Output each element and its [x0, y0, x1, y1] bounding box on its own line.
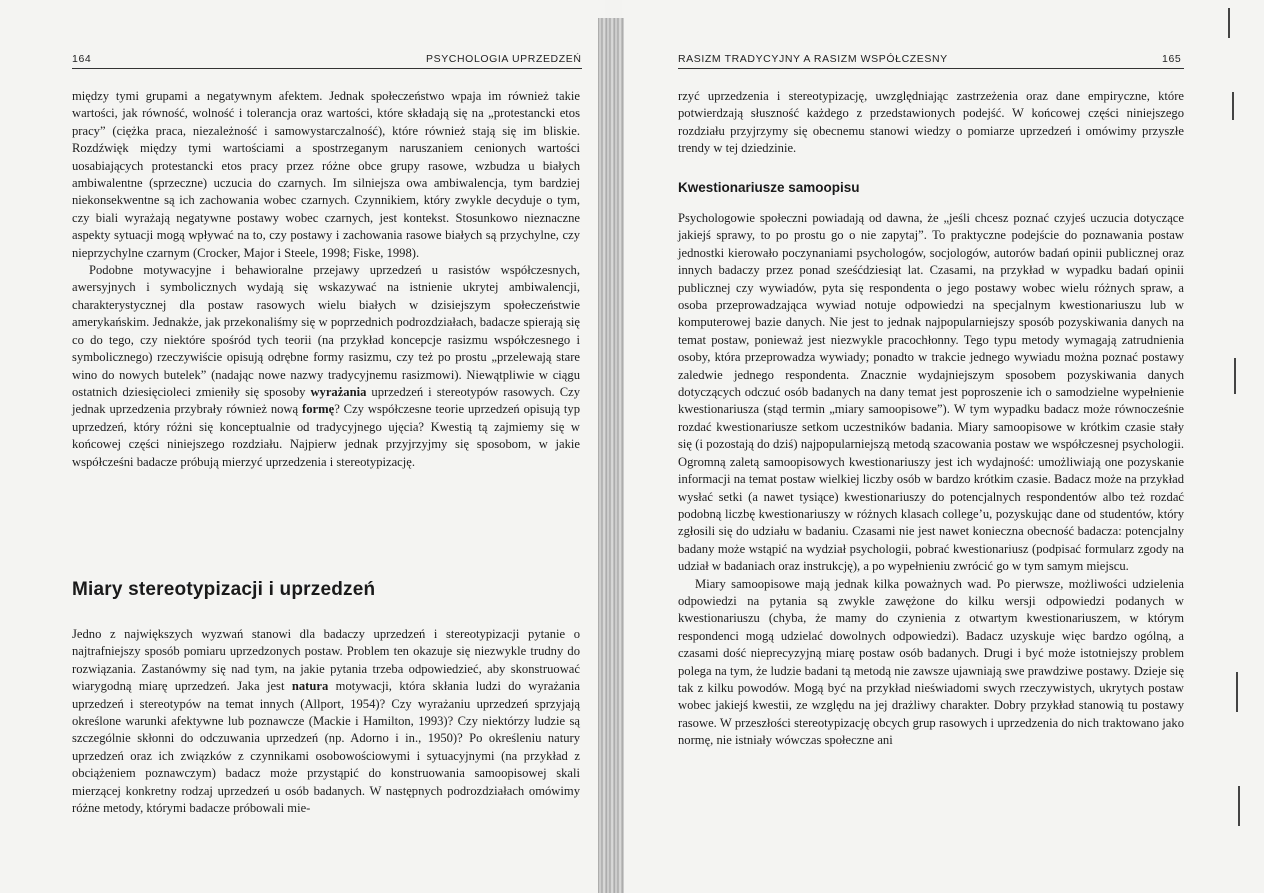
right-paragraph-2: Psychologowie społeczni powiadają od dawna, że „jeśli chcesz poznać czyjeś uczucia dotyczące jakiejś sprawy, to po prostu go o nie zapytaj”. To praktyczne podejście do poznawania postaw jednostki kierowało poczynaniami psychologów, socjologów, autorów badań opinii publicznej oraz innych badaczy przez ponad sześćdziesiąt lat. Czasami, na przykład w wypadku badań opinii publicznej czy wywiadów, pyta się respondenta o jego postawy wobec wielu różnych spraw, a osoba przeprowadzająca wywiad notuje odpowiedzi na specjalnym kwestionariuszu lub w komputerowej bazie danych. Nie jest to jednak najpopularniejszy sposób pozyskiwania danych na temat postaw, ponieważ jest niezwykle pracochłonny. Tego typu metody wymagają zatrudnienia osoby, która przeprowadza wywiady; ponadto w trakcie jednego wywiadu można poznać postawy zaledwie jednego respondenta. Znacznie wydajniejszym sposobem pozyskiwania danych dotyczących odczuć osób badanych na dany temat jest poproszenie ich o samodzielne wypełnienie kwestionariusza (stąd termin „miary samoopisowe”). W tym wypadku badacz może równocześnie rozdać kwestionariusze setkom uczestników badania. Miary samoopisowe w krótkim czasie stały się (i pozostają do dziś) najpopularniejszą metodą szacowania postaw we współczesnej psychologii. Ogromną zaletą samoopisowych kwestionariuszy jest ich wydajność: umożliwiają one pozyskanie informacji na temat postaw wielkiej liczby osób w bardzo krótkim czasie. Badacz może na przykład wysłać setki (a nawet tysiące) kwestionariuszy do potencjalnych respondentów albo też rozdać podobną liczbę kwestionariuszy w różnych klasach college’u, pozyskując dane od studentów, który zgłosili się do udziału w badaniu. Czasami nie jest nawet konieczna obecność badacza: potencjalny badany może wstąpić na wydział psychologii, pobrać kwestionariusz (podpisać formularz zgody na udział w badaniach oraz instrukcję), a po wypełnieniu zwrócić go w tym samym miejscu.	[678, 211, 1184, 574]
right-header-rule	[678, 68, 1184, 69]
left-paragraph-2: Podobne motywacyjne i behawioralne przejawy uprzedzeń u rasistów współczesnych, awersyjnych i symbolicznych wydają się wskazywać na istnienie ukrytej ambiwalencji, charakterystycznej dla postaw rasowych wielu białych w dzisiejszym społeczeństwie amerykańskim. Jednakże, jak przekonaliśmy się w poprzednich podrozdziałach, badacze spierają się co do tego, czy niektóre spośród tych teorii (na przykład koncepcje rasizmu współczesnego i symbolicznego) rzeczywiście opisują odrębne formy rasizmu, czy też po prostu „przelewają stare wino do nowych butelek” (nadając nowe nazwy tradycyjnemu rasizmowi). Niewątpliwie w ciągu ostatnich dziesięcioleci zmieniły się sposoby wyrażania uprzedzeń i stereotypów rasowych. Czy jednak uprzedzenia przybrały również nową formę? Czy współczesne teorie uprzedzeń opisują typ uprzedzeń, który różni się konceptualnie od tradycyjnego ujęcia? Kwestią tą zajmiemy się w końcowej części niniejszego rozdziału. Najpierw jednak przyjrzyjmy się sposobom, w jakie współcześni badacze próbują mierzyć uprzedzenia i stereotypizację.	[72, 263, 581, 469]
left-paragraph-1: między tymi grupami a negatywnym afektem. Jednak społeczeństwo wpaja im również takie wartości, jak równość, wolność i tolerancja oraz wartości, które składają się na „protestancki etos pracy” (ciężka praca, niezależność i samowystarczalność), które również stają się im bliskie. Rozdźwięk między tymi wartościami a spostrzeganym naruszaniem cenionych wartości uosabiających protestancki etos pracy przez różne obce grupy rasowe, wzbudza u białych ambiwalentne (sprzeczne) uczucia do czarnych. Im silniejsza owa ambiwalencja, tym bardziej niekonsekwentne są ich zachowania wobec czarnych. Czynnikiem, który zwykle decyduje o tym, czy biali wyrażają negatywne postawy wobec czarnych, jest kontekst. Stosunkowo nieznaczne aspekty sytuacji mogą wpływać na to, czy postawy i zachowania rasowe białych są przychylne, czy nieprzychylne czarnym (Crocker, Major i Steele, 1998; Fiske, 1998).	[72, 89, 580, 260]
book-gutter	[598, 18, 624, 893]
left-paragraph-3: Jedno z największych wyzwań stanowi dla badaczy uprzedzeń i stereotypizacji pytanie o najtrafniejszy sposób pomiaru uprzedzonych postaw. Problem ten okazuje się niezwykle trudny do rozwiązania. Zastanówmy się nad tym, na jakie pytania trzeba odpowiedzieć, aby skonstruować wiarygodną miarę uprzedzeń. Jaka jest natura motywacji, która skłania ludzi do wyrażania uprzedzeń i stereotypów na temat innych (Allport, 1954)? Czy wyrażaniu uprzedzeń sprzyjają określone warunki afektywne lub poznawcze (Mackie i Hamilton, 1993)? Czy niektórzy ludzie są szczególnie skłonni do odczuwania uprzedzeń (np. Adorno i in., 1950)? Po określeniu natury uprzedzeń oraz ich związków z czynnikami osobowościowymi i sytuacyjnymi (na przykład z obciążeniem poznawczym) badacz może przystąpić do konstruowania samoopisowej skali mierzącej konkretny rodzaj uprzedzeń u osób badanych. W następnych podrozdziałach omówimy różne metody, którymi badacze próbowali mie-	[72, 627, 580, 816]
section-heading: Miary stereotypizacji i uprzedzeń	[72, 579, 376, 600]
left-text-upper	[72, 88, 580, 471]
edge-mark	[1228, 8, 1230, 38]
edge-mark	[1232, 92, 1234, 120]
right-running-head: RASIZM TRADYCYJNY A RASIZM WSPÓŁCZESNY	[678, 53, 948, 65]
right-paragraph-1: rzyć uprzedzenia i stereotypizację, uwzględniając zastrzeżenia oraz dane empiryczne, które potwierdzają słuszność każdego z przedstawionych podejść. W końcowej części niniejszego rozdziału przyjrzymy się obecnemu stanowi wiedzy o pomiarze uprzedzeń i omówimy przyszłe trendy w tej dziedzinie.	[678, 89, 1184, 156]
edge-mark	[1236, 672, 1238, 712]
subsection-heading: Kwestionariusze samoopisu	[678, 180, 860, 195]
right-page-number: 165	[1162, 53, 1182, 65]
edge-mark	[1234, 358, 1236, 394]
right-text-lower	[678, 210, 1184, 750]
right-text-upper	[678, 88, 1184, 158]
left-header-rule	[72, 68, 582, 69]
left-page-number: 164	[72, 53, 92, 65]
left-text-lower	[72, 626, 580, 817]
edge-mark	[1238, 786, 1240, 826]
right-paragraph-3: Miary samoopisowe mają jednak kilka poważnych wad. Po pierwsze, możliwości udzielenia odpowiedzi na pytania są zwykle zawężone do kilku wersji odpowiedzi podanych w kwestionariuszu (chyba, że mamy do czynienia z otwartym kwestionariuszem, w którym respondenci mogą udzielać dowolnych odpowiedzi). Badacz uzyskuje więc bardzo ogólną, a czasami dość nieprecyzyjną miarę postaw osób badanych. Drugi i być może istotniejszy problem polega na tym, że ludzie badani tą metodą nie zawsze ujawniają swe prawdziwe postawy. Dzieje się tak z kilku powodów. Mogą być na przykład nieświadomi swych rzeczywistych, ukrytych postaw wobec jakiejś kwestii, ze względu na jej drażliwy charakter. Dobry przykład stanowią tu postawy rasowe. W przeszłości stereotypizację obcych grup rasowych i uprzedzenia do nich traktowano jako normę, nie istniały wówczas społeczne ani	[678, 576, 1184, 748]
left-running-head: PSYCHOLOGIA UPRZEDZEŃ	[426, 53, 582, 65]
